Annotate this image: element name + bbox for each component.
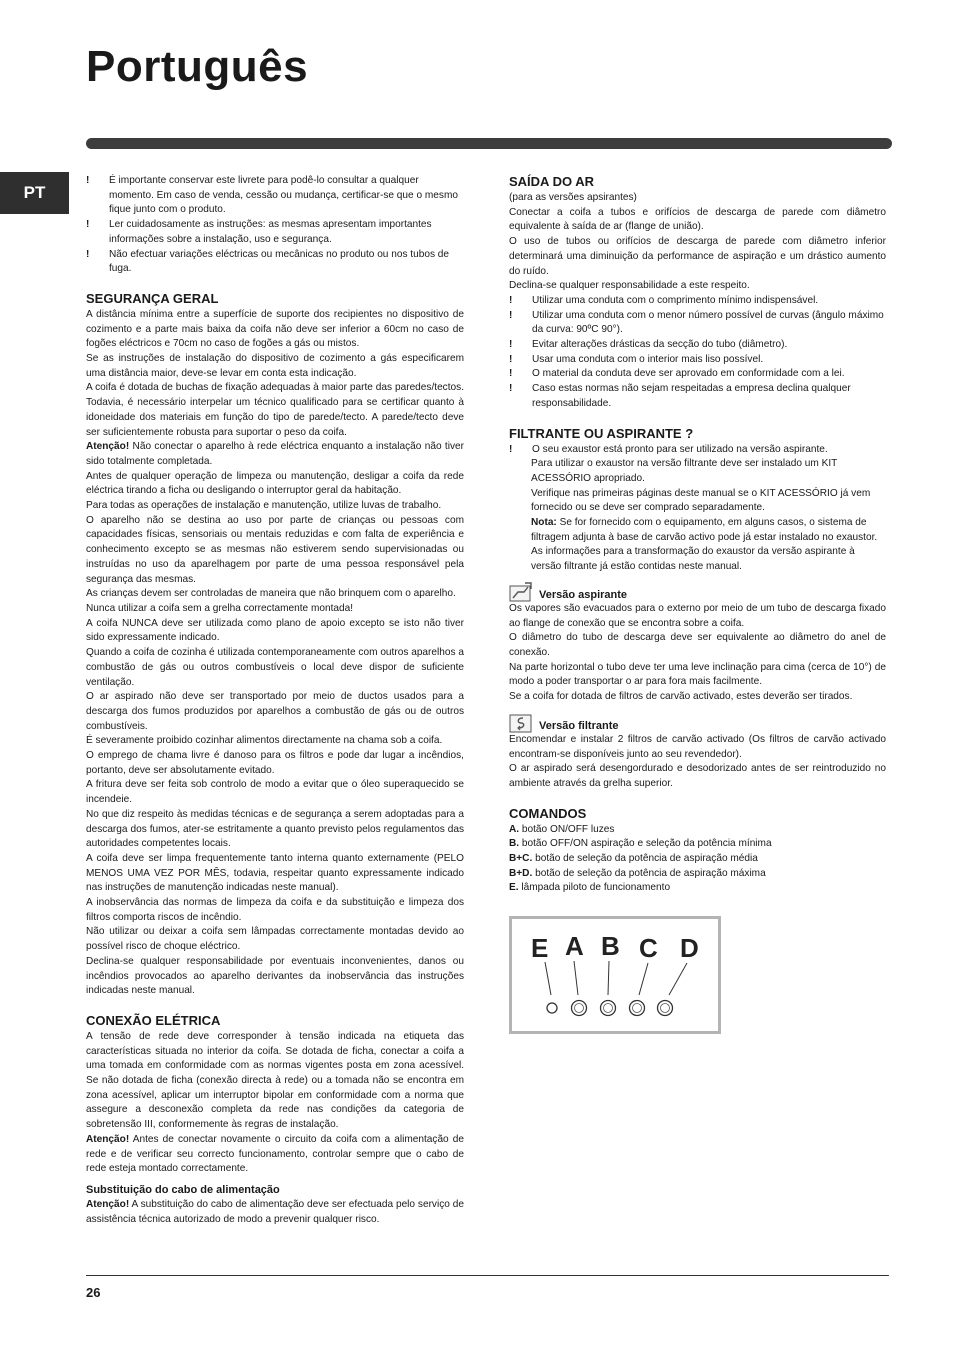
attention-label: Atenção! bbox=[86, 441, 130, 453]
intro-text: Não efectuar variações eléctricas ou mecânicas no produto ou nos tubos de fuga. bbox=[109, 248, 450, 275]
list-item: ! O seu exaustor está pronto para ser utilizado na versão aspirante. bbox=[509, 443, 886, 458]
paragraph: O ar aspirado será desengordurado e desodorizado antes de ser reintroduzido no ambiente através da grelha superior. bbox=[509, 763, 886, 789]
paragraph: Para todas as operações de instalação e manutenção, utilize luvas de trabalho. bbox=[86, 500, 442, 512]
attention-label: Atenção! bbox=[86, 1133, 130, 1145]
button-b bbox=[601, 1001, 616, 1016]
paragraph: Nunca utilizar a coifa sem a grelha correctamente montada! bbox=[86, 602, 354, 614]
section-heading-conexao: CONEXÃO ELÉTRICA bbox=[86, 1012, 221, 1028]
paragraph: As crianças devem ser controladas de maneira que não brinquem com o aparelho. bbox=[86, 588, 456, 600]
paragraph: Se as instruções de instalação do dispositivo de cozimento a gás especificarem uma distância maior, deve-se levar em conta esta indicação. bbox=[86, 353, 464, 379]
paragraph: Se a coifa for dotada de filtros de carvão activado, estes deverão ser tirados. bbox=[509, 691, 853, 703]
paragraph: Não utilizar ou deixar a coifa sem lâmpadas correctamente montadas devido ao possível risco de choque eléctrico. bbox=[86, 926, 464, 953]
paragraph: Antes de qualquer operação de limpeza ou manutenção, desligar a coifa da rede eléctrica tirando a ficha ou desligando o interruptor geral da habitação. bbox=[86, 470, 464, 497]
bullet-mark: ! bbox=[509, 339, 513, 351]
intro-text: É importante conservar este livrete para podê-lo consultar a qualquer momento. Em caso de venda, cessão ou mudança, certificar-se que o mesmo fique junto com o produto. bbox=[109, 175, 458, 216]
paragraph: Declina-se qualquer responsabilidade a este respeito. bbox=[509, 280, 750, 292]
paragraph: A coifa deve ser limpa frequentemente tanto interna quanto externamente (PELO MENOS UMA VEZ POR MÊS, todavia, respeitar quanto expressamente indicado nas instruções de manutenção indicadas neste manual). bbox=[86, 852, 464, 894]
command-item: A. botão ON/OFF luzes bbox=[509, 823, 615, 835]
indented-text: As informações para a transformação do exaustor da versão aspirante à versão filtrante já estão contidas neste manual. bbox=[531, 546, 855, 573]
bullet-mark: ! bbox=[86, 219, 90, 231]
aspirante-icon bbox=[509, 581, 533, 602]
section-heading-comandos: COMANDOS bbox=[509, 805, 587, 821]
paragraph: Os vapores são evacuados para o externo por meio de um tubo de descarga fixado ao flange de conexão que se encontra sobre a coifa. bbox=[509, 602, 886, 629]
paragraph: Conectar a coifa a tubos e orifícios de descarga de parede com diâmetro equivalente à saída de ar (flange de união). bbox=[509, 206, 886, 233]
indented-text: Nota: Se for fornecido com o equipamento, em alguns casos, o sistema de filtragem adjunta à base de carvão activo pode já estar instalado no exaustor. bbox=[531, 517, 878, 543]
left-column bbox=[86, 174, 464, 1227]
note: (para as versões apsirantes) bbox=[509, 192, 637, 203]
paragraph: A tensão de rede deve corresponder à tensão indicada na etiqueta das características situada no interior da coifa. Se dotada de ficha, conectar a coifa a uma tomada em conformidade com as normas vigentes posta em zona acessível. Se não dotada de ficha (conexão directa à rede) ou a tomada não se encontra em zona acessível, aplicar um interruptor bipolar em conformidade com a norma que assegure a desconexão completa da rede nas condições da categoria de sobretensão III, conformemente às regras de instalação. bbox=[86, 1030, 464, 1131]
leader-line-b bbox=[608, 961, 609, 995]
panel-label-e: E bbox=[531, 933, 549, 964]
language-tab: PT bbox=[0, 172, 69, 214]
paragraph: A coifa é dotada de buchas de fixação adequadas à maior parte das paredes/tectos. Todavia, é necessário interpelar um técnico qualificado para se certificar quanto à idoneidade dos materiais em função do tipo de parede/tecto. A parede/tecto deve ser suficientemente robusta para suportar o peso da coifa. bbox=[86, 382, 464, 438]
paragraph: Declina-se qualquer responsabilidade por eventuais inconvenientes, danos ou incêndios provocados ao aparelho derivantes da inobservância das instruções indicadas neste manual. bbox=[86, 955, 464, 997]
list-item: ! Utilizar uma conduta com o menor número possível de curvas (ângulo máximo da curva: 90ºC 90°). bbox=[509, 309, 886, 338]
subheading-filtrante: Versão filtrante bbox=[539, 719, 619, 732]
bullet-mark: ! bbox=[509, 294, 513, 306]
paragraph: Encomendar e instalar 2 filtros de carvão activado (Os filtros de carvão activado encontram-se disponíveis junto ao seu revendedor). bbox=[509, 733, 886, 760]
panel-label-a: A bbox=[565, 931, 584, 962]
indented-text: Verifique nas primeiras páginas deste manual se o KIT ACESSÓRIO já vem fornecido ou se deve ser comprado separadamente. bbox=[531, 487, 871, 514]
control-panel-svg bbox=[512, 919, 718, 1031]
footer-divider bbox=[86, 1275, 889, 1276]
leader-line-d bbox=[669, 963, 687, 995]
control-panel-diagram bbox=[509, 916, 721, 1034]
section-heading-filtrante: FILTRANTE OU ASPIRANTE ? bbox=[509, 425, 694, 441]
subheading-cabo: Substituição do cabo de alimentação bbox=[86, 1184, 280, 1196]
paragraph: A coifa NUNCA deve ser utilizada como plano de apoio excepto se isto não tiver sido expressamente indicado. bbox=[86, 617, 464, 644]
command-item: B+D. botão de seleção da potência de aspiração máxima bbox=[509, 867, 766, 879]
command-item: E. lâmpada piloto de funcionamento bbox=[509, 882, 671, 894]
paragraph: A distância mínima entre a superfície de suporte dos recipientes no dispositivo de cozimento e a parte mais baixa da coifa não deve ser inferior a 60cm no caso de fogões eléctricos e 70cm no caso de fogões a gás ou mistos. bbox=[86, 308, 464, 350]
bullet-mark: ! bbox=[509, 353, 513, 365]
button-d bbox=[658, 1001, 673, 1016]
header-divider-bar bbox=[86, 138, 892, 149]
paragraph: O diâmetro do tubo de descarga deve ser equivalente ao diâmetro do anel de conexão. bbox=[509, 632, 886, 658]
list-item: ! Evitar alterações drásticas da secção do tubo (diâmetro). bbox=[509, 338, 886, 353]
list-item: ! Usar uma conduta com o interior mais liso possível. bbox=[509, 353, 886, 368]
paragraph: Atenção! Não conectar o aparelho à rede eléctrica enquanto a instalação não tiver sido totalmente completada. bbox=[86, 441, 464, 467]
bullet-mark: ! bbox=[86, 248, 90, 260]
bullet-mark: ! bbox=[86, 175, 90, 186]
page-title: Português bbox=[86, 42, 309, 91]
attention-label: Atenção! bbox=[86, 1199, 130, 1210]
intro-item bbox=[86, 174, 464, 218]
list-item: ! Utilizar uma conduta com o comprimento mínimo indispensável. bbox=[509, 294, 886, 309]
paragraph: O uso de tubos ou orifícios de descarga de parede com diâmetro inferior determinará uma diminuição da performance de aspiração e um drástico aumento do ruído. bbox=[509, 236, 886, 277]
indented-text: Para utilizar o exaustor na versão filtrante deve ser instalado um KIT ACESSÓRIO apropriado. bbox=[531, 458, 838, 484]
button-c bbox=[630, 1001, 645, 1016]
section-heading-saida: SAÍDA DO AR bbox=[509, 174, 594, 189]
bullet-mark: ! bbox=[509, 383, 513, 395]
intro-item bbox=[86, 218, 464, 247]
bullet-mark: ! bbox=[509, 368, 513, 380]
paragraph: O ar aspirado não deve ser transportado por meio de ductos usados para a descarga dos fumos produzidos por aparelhos a combustão de gás ou de outros combustíveis. bbox=[86, 691, 464, 732]
leader-line-c bbox=[639, 963, 648, 995]
paragraph: O emprego de chama livre é danoso para os filtros e pode dar lugar a incêndios, portanto, deve ser absolutamente evitado. bbox=[86, 750, 464, 776]
paragraph: A inobservância das normas de limpeza da coifa e da substituição e limpeza dos filtros comporta riscos de incêndio. bbox=[86, 897, 464, 923]
subheading-aspirante: Versão aspirante bbox=[539, 588, 628, 601]
leader-line-a bbox=[574, 961, 578, 995]
versao-aspirante-header bbox=[509, 581, 886, 602]
bullet-mark: ! bbox=[509, 443, 513, 455]
bullet-mark: ! bbox=[509, 309, 513, 321]
page-number: 26 bbox=[86, 1285, 101, 1300]
panel-label-c: C bbox=[639, 933, 658, 964]
command-item: B+C. botão de seleção da potência de aspiração média bbox=[509, 853, 758, 865]
panel-label-b: B bbox=[601, 931, 620, 962]
list-item: ! Caso estas normas não sejam respeitadas a empresa declina qualquer responsabilidade. bbox=[509, 382, 886, 411]
leader-line-e bbox=[545, 962, 551, 995]
note-label: Nota: bbox=[531, 517, 557, 529]
button-a bbox=[572, 1001, 587, 1016]
paragraph: Na parte horizontal o tubo deve ter uma leve inclinação para cima (cerca de 10°) de modo a poder transportar o ar para fora mais facilmente. bbox=[509, 661, 886, 688]
paragraph: O aparelho não se destina ao uso por parte de crianças ou pessoas com capacidades físicas, sensoriais ou mentais reduzidas e com falta de experiência e conhecimento excepto se as mesmas não estiverem sendo supervisionadas ou instruídas no uso da aparelhagem por parte de uma pessoa responsável pela segurança das mesmas. bbox=[86, 514, 464, 585]
right-column bbox=[509, 174, 886, 1034]
intro-text: Ler cuidadosamente as instruções: as mesmas apresentam importantes informações sobre a instalação, uso e segurança. bbox=[109, 219, 432, 245]
paragraph: A fritura deve ser feita sob controlo de modo a evitar que o óleo superaquecido se incendeie. bbox=[86, 779, 464, 806]
paragraph: Atenção! A substituição do cabo de alimentação deve ser efectuada pelo serviço de assistência técnica autorizado de modo a prevenir qualquer risco. bbox=[86, 1199, 464, 1225]
command-item: B. botão OFF/ON aspiração e seleção da potência mínima bbox=[509, 838, 772, 850]
panel-label-d: D bbox=[680, 933, 699, 964]
paragraph: Quando a coifa de cozinha é utilizada contemporaneamente com outros aparelhos a combustão de gás ou outros combustíveis o local deve dispor de suficiente ventilação. bbox=[86, 647, 464, 688]
versao-filtrante-header bbox=[509, 711, 886, 733]
list-item: ! O material da conduta deve ser aprovado em conformidade com a lei. bbox=[509, 367, 886, 382]
paragraph: É severamente proibido cozinhar alimentos directamente na chama sob a coifa. bbox=[86, 735, 443, 747]
paragraph: No que diz respeito às medidas técnicas e de segurança a serem adoptadas para a descarga dos fumos, ater-se estritamente a quanto previsto pelos regulamentos das autoridades competentes locais. bbox=[86, 808, 464, 850]
filtrante-icon bbox=[509, 711, 533, 733]
intro-item bbox=[86, 248, 464, 277]
section-heading-seguranca: SEGURANÇA GERAL bbox=[86, 290, 219, 306]
paragraph: Atenção! Antes de conectar novamente o circuito da coifa com a alimentação de rede e de verificar seu correcto funcionamento, controlar sempre que o cabo de rede esteja montado correctamente. bbox=[86, 1133, 464, 1175]
pilot-lamp-e bbox=[547, 1003, 557, 1013]
